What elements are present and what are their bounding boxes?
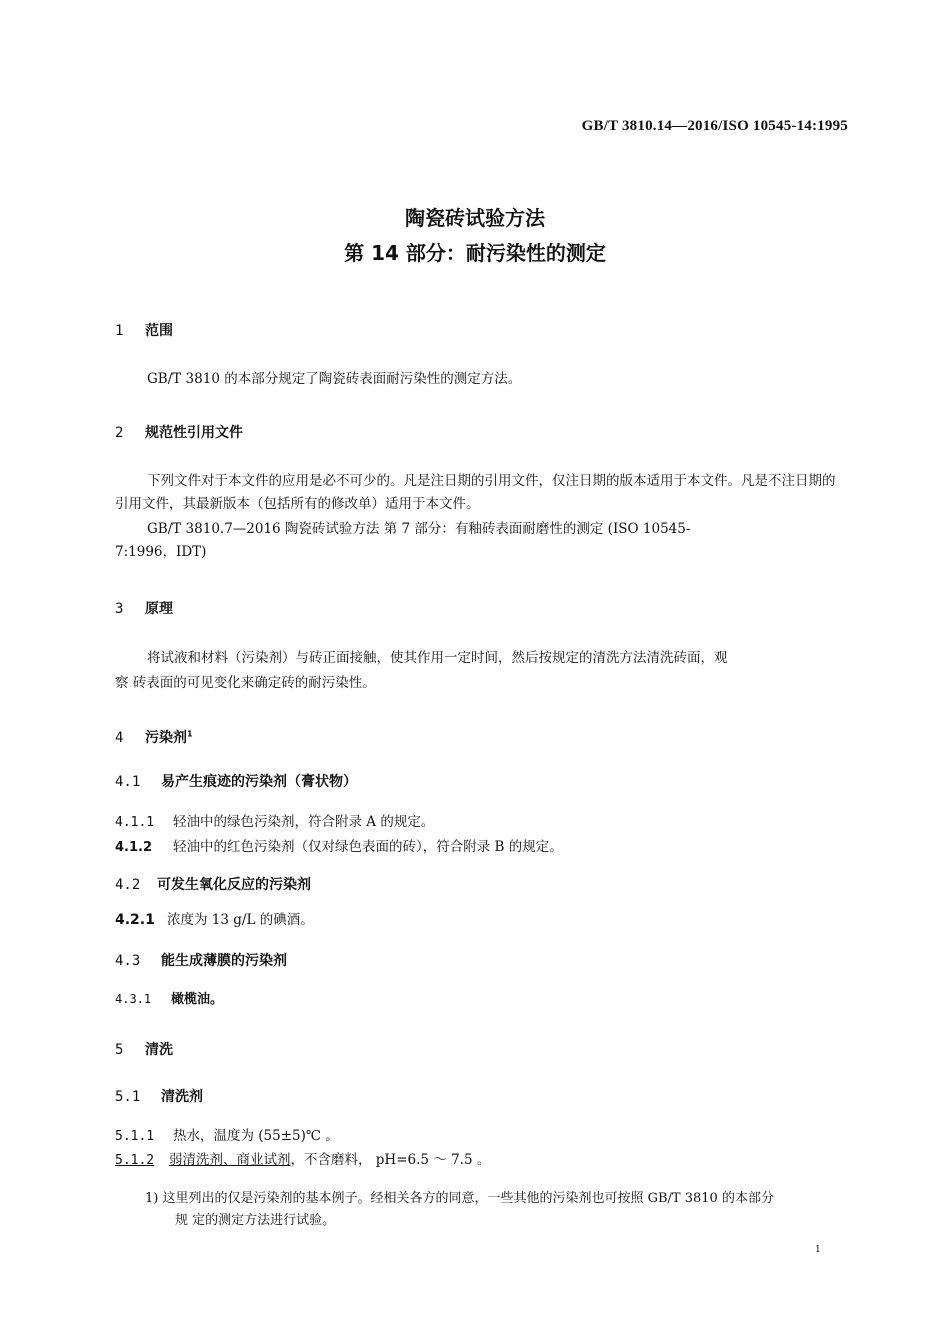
section-title: 可发生氧化反应的污染剂 <box>157 877 311 893</box>
section-number: 4.3 <box>115 953 141 969</box>
section-5-heading <box>115 1039 173 1059</box>
standard-code: GB/T 3810.14—2016/ISO 10545-14:1995 <box>581 118 848 134</box>
item-number: 5.1.1 <box>115 1129 155 1144</box>
item-4-3-1 <box>115 988 223 1007</box>
section-4-1-heading <box>115 771 357 791</box>
item-number: 4.2.1 <box>115 912 155 928</box>
section-title: 清洗 <box>145 1042 173 1058</box>
item-number: 4.3.1 <box>115 992 152 1006</box>
section-3-line-2: 察 砖表面的可见变化来确定砖的耐污染性。 <box>115 675 376 691</box>
item-number: 4.1.2 <box>115 840 153 855</box>
item-number: 4.1.1 <box>115 815 155 830</box>
section-title: 污染剂 <box>145 730 187 746</box>
section-4-3-heading <box>115 950 287 970</box>
footnote-line-2: 规 定的测定方法进行试验。 <box>175 1213 336 1228</box>
section-title: 能生成薄膜的污染剂 <box>161 953 287 969</box>
footnote <box>145 1188 850 1232</box>
section-2-text: 下列文件对于本文件的应用是必不可少的。凡是注日期的引用文件，仅注日期的版本适用于本文件。凡是不注日期的引用文件，其最新版本（包括所有的修改单）适用于本文件。 <box>115 473 836 512</box>
section-3-line-1: 将试液和材料（污染剂）与砖正面接触，使其作用一定时间，然后按规定的清洗方法清洗砖面，观 <box>147 650 728 666</box>
section-2-heading <box>115 422 243 442</box>
section-number: 4.1 <box>115 774 141 790</box>
section-5-1-heading <box>115 1086 203 1106</box>
section-number: 5 <box>115 1042 124 1058</box>
item-5-1-1 <box>115 1124 339 1144</box>
footnote-line-1: 1) 这里列出的仅是污染剂的基本例子。经相关各方的同意，一些其他的污染剂也可按照 GB/T 3810 的本部分 <box>145 1191 774 1206</box>
section-3-heading <box>115 598 173 618</box>
item-text: 橄榄油。 <box>171 992 224 1007</box>
section-number: 4 <box>115 730 124 746</box>
item-4-1-2 <box>115 835 563 855</box>
section-title: 规范性引用文件 <box>145 425 243 441</box>
reference-line-2: 7:1996，IDT) <box>115 544 207 560</box>
item-text: 轻油中的红色污染剂（仅对绿色表面的砖），符合附录 B 的规定。 <box>173 839 563 855</box>
page-number: 1 <box>815 1245 821 1255</box>
item-number: 5.1.2 <box>115 1153 155 1168</box>
section-1-text: GB/T 3810 的本部分规定了陶瓷砖表面耐污染性的测定方法。 <box>147 371 522 387</box>
section-title: 原理 <box>145 601 173 617</box>
item-4-1-1 <box>115 810 434 830</box>
item-5-1-2 <box>115 1148 490 1168</box>
document-title: 陶瓷砖试验方法 <box>405 206 545 230</box>
section-title: 清洗剂 <box>161 1089 203 1105</box>
section-title: 易产生痕迹的污染剂（膏状物） <box>161 774 357 790</box>
section-1-heading <box>115 320 173 340</box>
section-title: 范围 <box>145 323 173 339</box>
item-text: 热水，温度为 (55±5)℃ 。 <box>173 1128 339 1144</box>
section-4-2-heading <box>115 874 311 894</box>
footnote-marker: 1 <box>187 729 193 739</box>
section-number: 3 <box>115 601 124 617</box>
reference-line-1: GB/T 3810.7—2016 陶瓷砖试验方法 第 7 部分：有釉砖表面耐磨性的测定 (ISO 10545- <box>147 521 691 537</box>
item-text: 浓度为 13 g/L 的碘酒。 <box>167 912 314 928</box>
item-text-underlined: 弱清洗剂、商业试剂 <box>169 1152 291 1168</box>
item-text: 轻油中的绿色污染剂，符合附录 A 的规定。 <box>173 814 435 830</box>
item-4-2-1 <box>115 908 314 928</box>
section-number: 1 <box>115 323 124 339</box>
section-number: 5.1 <box>115 1089 141 1105</box>
section-4-heading <box>115 727 193 747</box>
section-number: 2 <box>115 425 124 441</box>
section-number: 4.2 <box>115 877 141 893</box>
document-subtitle: 第 14 部分：耐污染性的测定 <box>344 241 606 265</box>
item-text: ，不含磨料， pH=6.5 ～ 7.5 。 <box>290 1152 491 1168</box>
